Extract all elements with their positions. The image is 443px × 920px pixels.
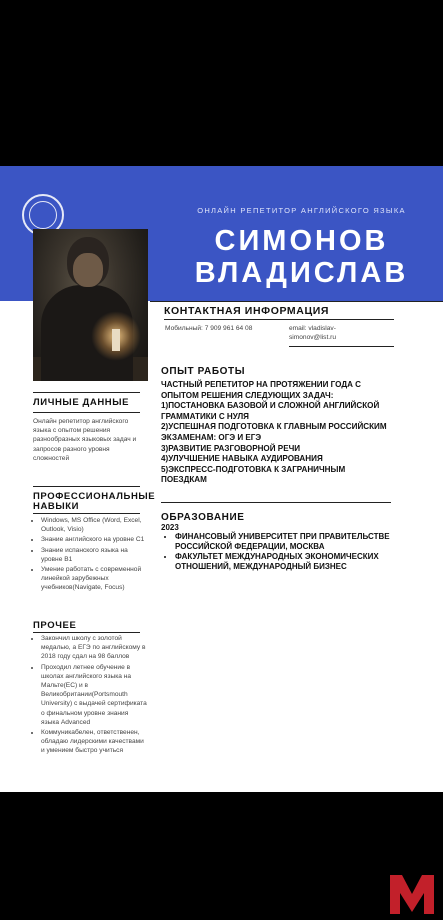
skills-list	[33, 516, 147, 594]
skills-title: ПРОФЕССИОНАЛЬНЫЕ НАВЫКИ	[33, 491, 156, 512]
other-list	[33, 634, 147, 757]
skills-divider-top	[33, 486, 140, 487]
education-title: ОБРАЗОВАНИЕ	[161, 512, 245, 523]
experience-text	[161, 380, 416, 486]
list-item: • Знание английского на уровне С1	[41, 535, 147, 544]
skills-divider	[33, 513, 140, 514]
personal-text: Онлайн репетитор английского языка с опытом решения разнообразных языковых задач и запросов разного уровня сложностей	[33, 418, 137, 462]
experience-line: ПОЕЗДКАМ	[161, 475, 207, 485]
experience-line: 2)УСПЕШНАЯ ПОДГОТОВКА К ГЛАВНЫМ РОССИЙСКИМ	[161, 422, 387, 432]
resume-page	[0, 166, 443, 792]
other-title: ПРОЧЕЕ	[33, 620, 77, 631]
education-list	[161, 532, 415, 572]
experience-line: 3)РАЗВИТИЕ РАЗГОВОРНОЙ РЕЧИ	[161, 443, 301, 453]
personal-title: ЛИЧНЫЕ ДАННЫЕ	[33, 397, 130, 408]
profile-photo	[33, 229, 148, 381]
experience-line: 4)УЛУЧШЕНИЕ НАВЫКА АУДИРОВАНИЯ	[161, 454, 323, 464]
list-item: • Windows, MS Office (Word, Excel, Outlook, Visio)	[41, 516, 147, 534]
experience-title: ОПЫТ РАБОТЫ	[161, 366, 246, 377]
surname: СИМОНОВ	[214, 225, 389, 257]
email-line-2: simonov@list.ru	[289, 334, 336, 342]
education-year: 2023	[161, 523, 179, 532]
list-item: • Закончил школу с золотой медалью, а ЕГЭ по английскому в 2018 году сдал на 98 баллов	[41, 634, 147, 662]
personal-divider-top	[33, 392, 140, 393]
m-logo-icon	[386, 872, 438, 916]
list-item: • ФАКУЛЬТЕТ МЕЖДУНАРОДНЫХ ЭКОНОМИЧЕСКИХ ОТНОШЕНИЙ, МЕЖДУНАРОДНЫЙ БИЗНЕС	[175, 552, 415, 572]
experience-line: 5)ЭКСПРЕСС-ПОДГОТОВКА К ЗАГРАНИЧНЫМ	[161, 464, 346, 474]
experience-line: ЭКЗАМЕНАМ: ОГЭ И ЕГЭ	[161, 432, 262, 442]
list-item: • ФИНАНСОВЫЙ УНИВЕРСИТЕТ ПРИ ПРАВИТЕЛЬСТВЕ РОССИЙСКОЙ ФЕДЕРАЦИИ, МОСКВА	[175, 532, 415, 552]
list-item: • Коммуникабелен, ответственен, обладаю лидерскими качествами и умением быстро учиться	[41, 728, 147, 756]
experience-line: 1)ПОСТАНОВКА БАЗОВОЙ И СЛОЖНОЙ АНГЛИЙСКОЙ	[161, 401, 380, 411]
header-subtitle: ОНЛАЙН РЕПЕТИТОР АНГЛИЙСКОГО ЯЗЫКА	[197, 206, 406, 215]
contacts-divider-top	[150, 301, 443, 302]
first-name: ВЛАДИСЛАВ	[194, 257, 409, 289]
email-underline	[289, 346, 394, 347]
contacts-divider	[164, 319, 394, 320]
experience-divider	[161, 502, 391, 503]
email-text	[289, 324, 399, 342]
list-item: • Умение работать с современной линейкой зарубежных учебников(Navigate, Focus)	[41, 565, 147, 593]
phone-text: Мобильный: 7 909 961 64 08	[165, 325, 253, 332]
list-item: • Проходил летнее обучение в школах английского языка на Мальте(EC) и в Великобритании(Portsmouth University) с выдачей сертификата о финальном уровне знания языка Advanced	[41, 663, 147, 727]
contacts-title: КОНТАКТНАЯ ИНФОРМАЦИЯ	[164, 305, 330, 317]
experience-line: ОПЫТОМ РЕШЕНИЯ СЛЕДУЮЩИХ ЗАДАЧ:	[161, 390, 334, 400]
email-line-1: email: vladislav-	[289, 325, 336, 332]
experience-line: ГРАММАТИКИ С НУЛЯ	[161, 411, 249, 421]
personal-divider	[33, 412, 140, 413]
list-item: • Знание испанского языка на уровне B1	[41, 546, 147, 564]
other-divider	[33, 632, 140, 633]
experience-line: ЧАСТНЫЙ РЕПЕТИТОР НА ПРОТЯЖЕНИИ ГОДА С	[161, 380, 362, 389]
